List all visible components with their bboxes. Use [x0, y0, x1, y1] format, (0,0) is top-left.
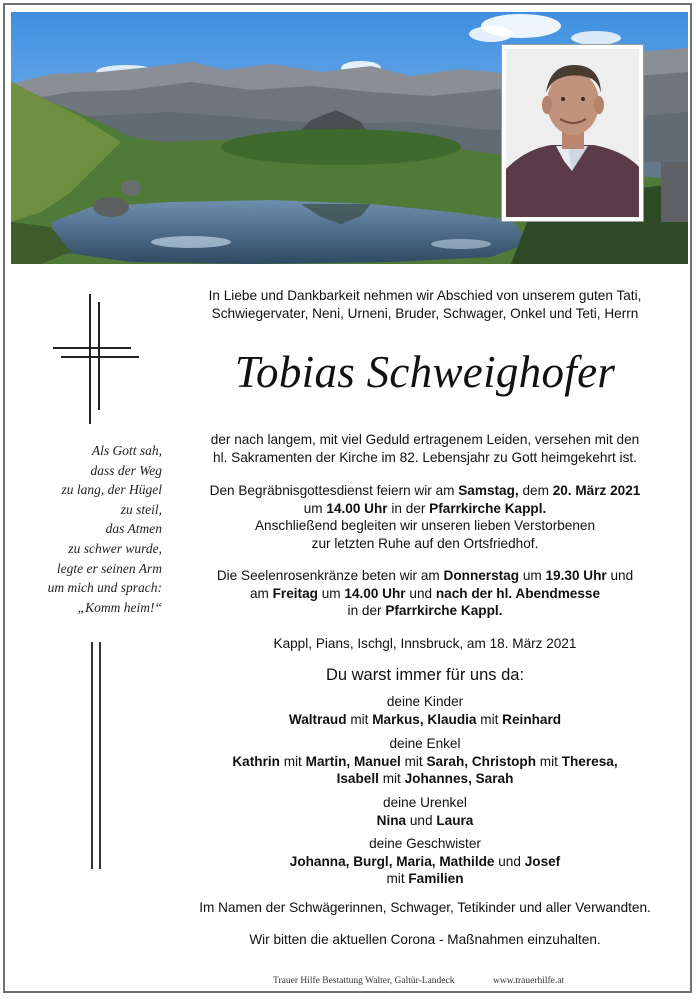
children-section: deine Kinder Waltraud mit Markus, Klaudia mit Reinhard — [288, 694, 562, 727]
relatives-text: Im Namen der Schwägerinnen, Schwager, Tetikinder und aller Verwandten. — [199, 900, 651, 915]
verse-line: zu schwer wurde, — [68, 540, 162, 556]
verse-line: legte er seinen Arm — [56, 560, 162, 576]
corona-notice: Wir bitten die aktuellen Corona - Maßnahmen einzuhalten. — [249, 932, 601, 947]
verse-line: „Komm heim!“ — [77, 599, 162, 615]
place-date: Kappl, Pians, Ischgl, Innsbruck, am 18. März 2021 — [273, 636, 577, 651]
funeral-info: Den Begräbnisgottesdienst feiern wir am Samstag, dem 20. März 2021 um 14.00 Uhr in der Pfarrkirche Kappl. Anschließend begleiten wir unseren lieben Verstorbenen zur letzten Ruhe auf den Ortsfriedhof. — [209, 483, 641, 551]
great-grandchildren-section: deine Urenkel Nina und Laura — [376, 795, 474, 828]
cross-icon — [53, 294, 139, 424]
intro-line: Schwiegervater, Neni, Urneni, Bruder, Schwager, Onkel und Teti, Herrn — [211, 305, 639, 321]
verse-line: dass der Weg — [90, 462, 162, 478]
passing-line: der nach langem, mit viel Geduld ertragenem Leiden, versehen mit den — [210, 432, 640, 447]
verse-line: zu steil, — [120, 501, 162, 517]
verse-line: das Atmen — [105, 521, 162, 537]
footer-company: Trauer Hilfe Bestattung Walter, Galtür-Landeck — [273, 976, 455, 986]
passing-text — [175, 431, 675, 466]
decorative-line — [99, 642, 101, 869]
siblings-section: deine Geschwister Johanna, Burgl, Maria, Mathilde und Josef mit Familien — [289, 836, 561, 887]
intro-text — [175, 287, 675, 322]
verse-line: zu lang, der Hügel — [61, 482, 162, 498]
deceased-name: Tobias Schweighofer — [234, 347, 616, 397]
decorative-line — [91, 642, 93, 869]
portrait-photo — [501, 44, 644, 222]
footer-website[interactable]: www.trauerhilfe.at — [493, 976, 565, 986]
verse-line: um mich und sprach: — [47, 580, 162, 596]
intro-line: In Liebe und Dankbarkeit nehmen wir Abschied von unserem guten Tati, — [208, 288, 642, 303]
rosary-info: Die Seelenrosenkränze beten wir am Donnerstag um 19.30 Uhr und am Freitag um 14.00 Uhr und nach der hl. Abendmesse in der Pfarrkirche Kappl. — [216, 568, 634, 619]
memorial-verse — [40, 441, 162, 617]
family-heading: Du warst immer für uns da: — [325, 666, 525, 684]
passing-line: hl. Sakramenten der Kirche im 82. Lebensjahr zu Gott heimgekehrt ist. — [213, 449, 637, 465]
grandchildren-section: deine Enkel Kathrin mit Martin, Manuel mit Sarah, Christoph mit Theresa, Isabell mit Johannes, Sarah — [232, 736, 618, 787]
verse-line: Als Gott sah, — [91, 443, 162, 458]
